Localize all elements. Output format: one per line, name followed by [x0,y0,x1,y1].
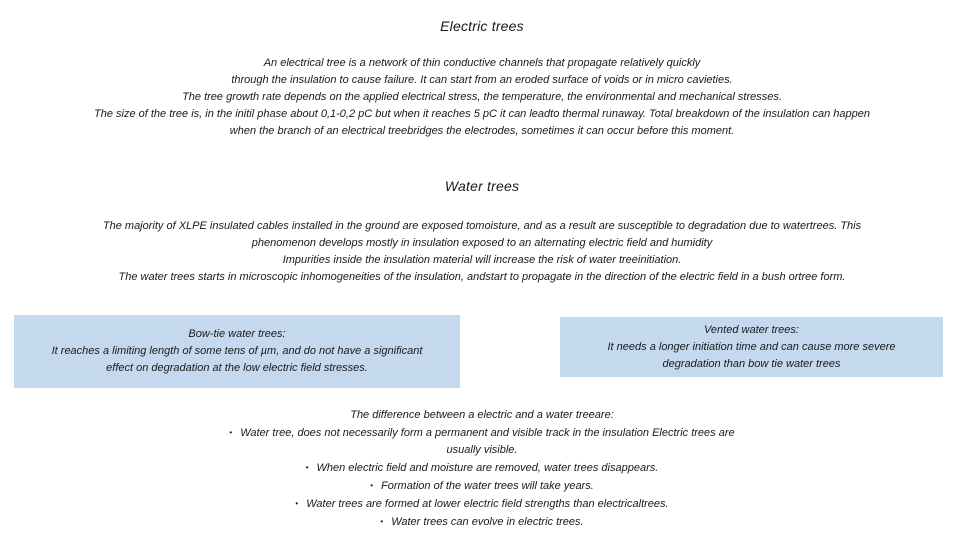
water-line: The water trees starts in microscopic inhomogeneities of the insulation, andstart to propagate in the direction of the electric field in a bush ortree form. [118,271,846,283]
bullet-icon: • [229,428,233,437]
bullet-icon: • [305,463,309,472]
bullet-icon: • [370,481,374,490]
difference-item [0,459,960,477]
electric-line: An electrical tree is a network of thin conductive channels that propagate relatively quickly [263,57,701,69]
difference-item [0,477,960,495]
bowtie-heading: Bow-tie water trees: [188,328,286,340]
difference-item-text: When electric field and moisture are removed, water trees disappears. [316,462,659,474]
difference-section [0,407,960,531]
electric-line: The size of the tree is, in the initil phase about 0,1-0,2 pC but when it reaches 5 pC it can leadto thermal runaway. Total breakdown of the insulation can happen [94,108,870,120]
bowtie-water-trees-box [14,315,460,388]
difference-item [0,513,960,531]
water-trees-paragraph [0,218,960,286]
water-line: phenomenon develops mostly in insulation exposed to an alternating electric field and humidity [251,237,713,249]
bowtie-line: effect on degradation at the low electric field stresses. [106,362,368,374]
difference-heading: The difference between a electric and a water treeare: [350,409,614,421]
difference-item-continuation: usually visible. [446,444,518,456]
electric-line: when the branch of an electrical treebridges the electrodes, sometimes it can occur before this moment. [229,125,735,137]
water-trees-title: Water trees [444,178,520,194]
electric-trees-paragraph [0,55,960,140]
difference-item-text: Water trees are formed at lower electric field strengths than electricaltrees. [306,498,669,510]
difference-item [0,495,960,513]
bullet-icon: • [295,499,299,508]
vented-line: degradation than bow tie water trees [662,357,841,370]
difference-item-text: Formation of the water trees will take years. [381,480,594,492]
vented-line: It needs a longer initiation time and can cause more severe [607,340,896,353]
vented-heading: Vented water trees: [704,323,799,336]
difference-item [0,424,960,442]
electric-trees-title: Electric trees [440,18,524,34]
bullet-icon: • [380,517,384,526]
difference-item-text: Water trees can evolve in electric trees. [391,516,584,528]
difference-item-text: Water tree, does not necessarily form a permanent and visible track in the insulation Electric trees are [240,427,735,439]
bowtie-line: It reaches a limiting length of some tens of µm, and do not have a significant [51,345,423,357]
electric-line: The tree growth rate depends on the applied electrical stress, the temperature, the environmental and mechanical stresses. [182,91,782,103]
water-line: The majority of XLPE insulated cables installed in the ground are exposed tomoisture, and as a result are susceptible to degradation due to watertrees. This [102,220,862,232]
vented-water-trees-box [560,317,943,377]
electric-line: through the insulation to cause failure. It can start from an eroded surface of voids or in micro cavieties. [231,74,733,86]
water-line: Impurities inside the insulation material will increase the risk of water treeinitiation. [282,254,682,266]
